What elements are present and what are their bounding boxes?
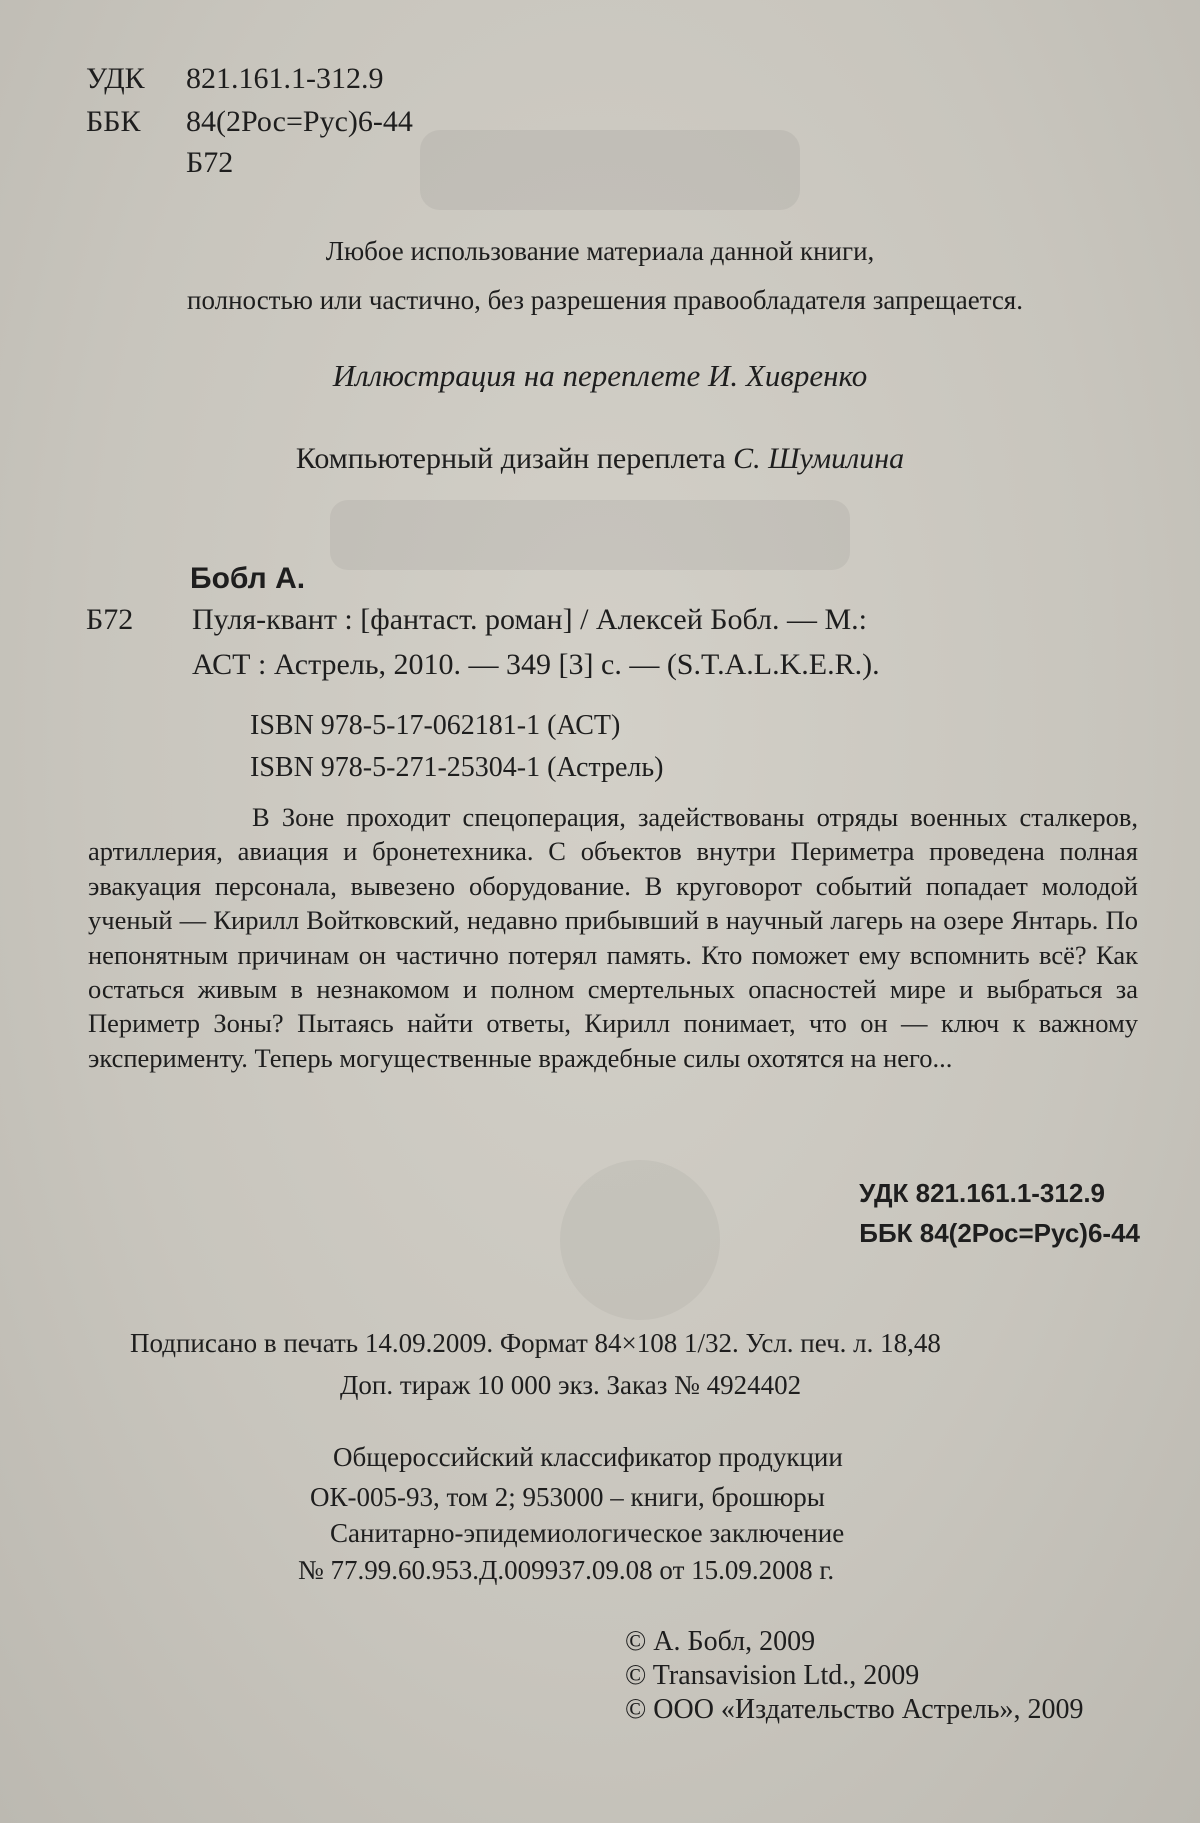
udk-value: 821.161.1-312.9 [186, 62, 384, 95]
catalog-title-line1: Пуля-квант : [фантаст. роман] / Алексей Бобл. — М.: [192, 603, 867, 636]
copyright-transavision: © Transavision Ltd., 2009 [625, 1660, 920, 1691]
catalog-mark: Б72 [86, 603, 134, 636]
copyright-notice-line1: Любое использование материала данной книги, [325, 236, 875, 266]
author-mark: Б72 [186, 146, 234, 179]
imprint-line1: Подписано в печать 14.09.2009. Формат 84×108 1/32. Усл. печ. л. 18,48 [130, 1328, 941, 1358]
isbn-ast: ISBN 978-5-17-062181-1 (АСТ) [250, 710, 621, 741]
show-through-shape [330, 500, 850, 570]
imprint-line3: Общероссийский классификатор продукции [333, 1442, 843, 1472]
catalog-author: Бобл А. [190, 562, 306, 595]
bbk-value: 84(2Рос=Рус)6-44 [186, 105, 413, 138]
annotation-paragraph: В Зоне проходит спецоперация, задействованы отряды военных сталкеров, артиллерия, авиация и бронетехника. С объектов внутри Периметра проведена полная эвакуация персонала, вывезено оборудование. В круговорот событий попадает молодой ученый — Кирилл Войтковский, недавно прибывший в научный лагерь на озере Янтарь. По непонятным причинам он частично потерял память. Кто поможет ему вспомнить всё? Как остаться живым в незнакомом и полном смертельных опасностей мире и выбраться за Периметр Зоны? Пытаясь найти ответы, Кирилл понимает, что он — ключ к важному эксперименту. Теперь могущественные враждебные силы охотятся на него... [88, 802, 1138, 1073]
show-through-shape [560, 1160, 720, 1320]
bbk-line [86, 105, 413, 139]
illustration-credit: Иллюстрация на переплете И. Хивренко [332, 358, 868, 393]
udk-label: УДК [86, 62, 145, 95]
catalog-title-line2: АСТ : Астрель, 2010. — 349 [3] с. — (S.T.A.L.K.E.R.). [192, 648, 880, 681]
imprint-line6: № 77.99.60.953.Д.009937.09.08 от 15.09.2008 г. [298, 1555, 835, 1585]
annotation-text [88, 800, 1138, 1075]
isbn-astrel: ISBN 978-5-271-25304-1 (Астрель) [250, 752, 664, 783]
bottom-udk: УДК 821.161.1-312.9 [859, 1178, 1105, 1208]
design-credit-name: С. Шумилина [733, 442, 905, 475]
design-credit [0, 442, 1200, 476]
udk-line [86, 62, 384, 96]
copyright-astrel: © ООО «Издательство Астрель», 2009 [625, 1694, 1084, 1725]
bottom-bbk: ББК 84(2Рос=Рус)6-44 [859, 1218, 1140, 1248]
copyright-author: © А. Бобл, 2009 [625, 1626, 816, 1657]
bbk-label: ББК [86, 105, 141, 138]
imprint-line4: ОК-005-93, том 2; 953000 – книги, брошюры [310, 1482, 825, 1512]
imprint-line5: Санитарно-эпидемиологическое заключение [330, 1518, 845, 1548]
design-credit-prefix: Компьютерный дизайн переплета [295, 442, 726, 475]
show-through-shape [420, 130, 800, 210]
copyright-notice-line2: полностью или частично, без разрешения правообладателя запрещается. [187, 285, 1023, 315]
imprint-line2: Доп. тираж 10 000 экз. Заказ № 4924402 [340, 1370, 802, 1400]
